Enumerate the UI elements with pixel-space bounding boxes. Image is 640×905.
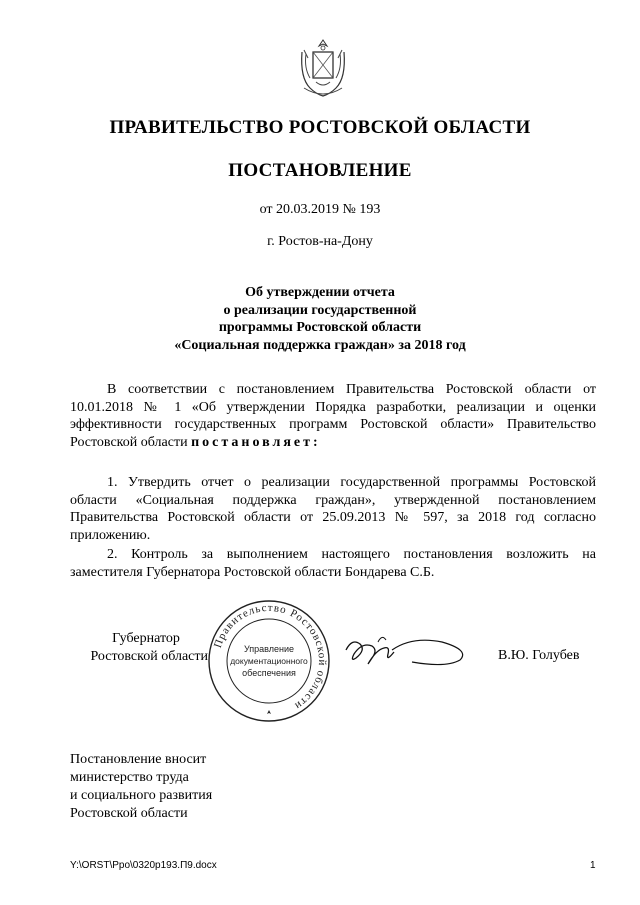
stamp-center-line: документационного [230,656,308,666]
signatory-title-line: Губернатор [112,631,180,646]
subject-line: «Социальная поддержка граждан» за 2018 год [174,337,466,353]
footer-file-path: Y:\ORST\Ppo\0320p193.П9.docx [70,860,217,871]
organization-title: ПРАВИТЕЛЬСТВО РОСТОВСКОЙ ОБЛАСТИ [109,117,531,138]
subject-line: Об утверждении отчета [245,285,395,300]
note-line: Ростовской области [70,806,188,821]
official-stamp [206,598,332,724]
item-1-paragraph: 1. Утвердить отчет о реализации государственной программы Ростовской области «Социальная поддержка граждан», утвержденной постановлением Правительства Ростовской области от 25.09.2013 № 597, за 2018 год согласно приложению. [70,475,596,543]
handwritten-signature [342,628,472,678]
document-subject [140,284,500,354]
stamp-center-line: Управление [243,644,295,654]
resolves-keyword: постановляет: [191,434,321,450]
signatory-title-line: Ростовской области [90,648,208,664]
preamble-text: В соответствии с постановлением Правительства Ростовской области от 10.01.2018 № 1 «Об утверждении Порядка разработки, реализации и оценки эффективности государственных программ Ростовской области» Правительство Ростовской области [70,382,596,450]
coat-of-arms-emblem [296,38,350,100]
signatory-name: В.Ю. Голубев [498,648,580,663]
document-type-title: ПОСТАНОВЛЕНИЕ [228,160,412,181]
stamp-center-line: обеспечения [242,668,296,678]
subject-line: о реализации государственной [223,302,417,318]
subject-line: программы Ростовской области [218,320,422,335]
footer-page-number: 1 [590,860,596,871]
preamble-paragraph [70,381,596,451]
note-line: и социального развития [70,788,213,803]
submitted-by-note [70,751,212,823]
document-date-number: от 20.03.2019 № 193 [259,202,381,217]
note-line: министерство труда [70,770,189,785]
stamp-ring-text: Правительство Ростовской области [211,601,329,713]
note-line: Постановление вносит [70,752,207,767]
document-city: г. Ростов-на-Дону [267,234,373,249]
signatory-title [68,630,208,665]
item-2-paragraph: 2. Контроль за выполнением настоящего постановления возложить на заместителя Губернатора Ростовской области Бондарева С.Б. [70,547,596,580]
